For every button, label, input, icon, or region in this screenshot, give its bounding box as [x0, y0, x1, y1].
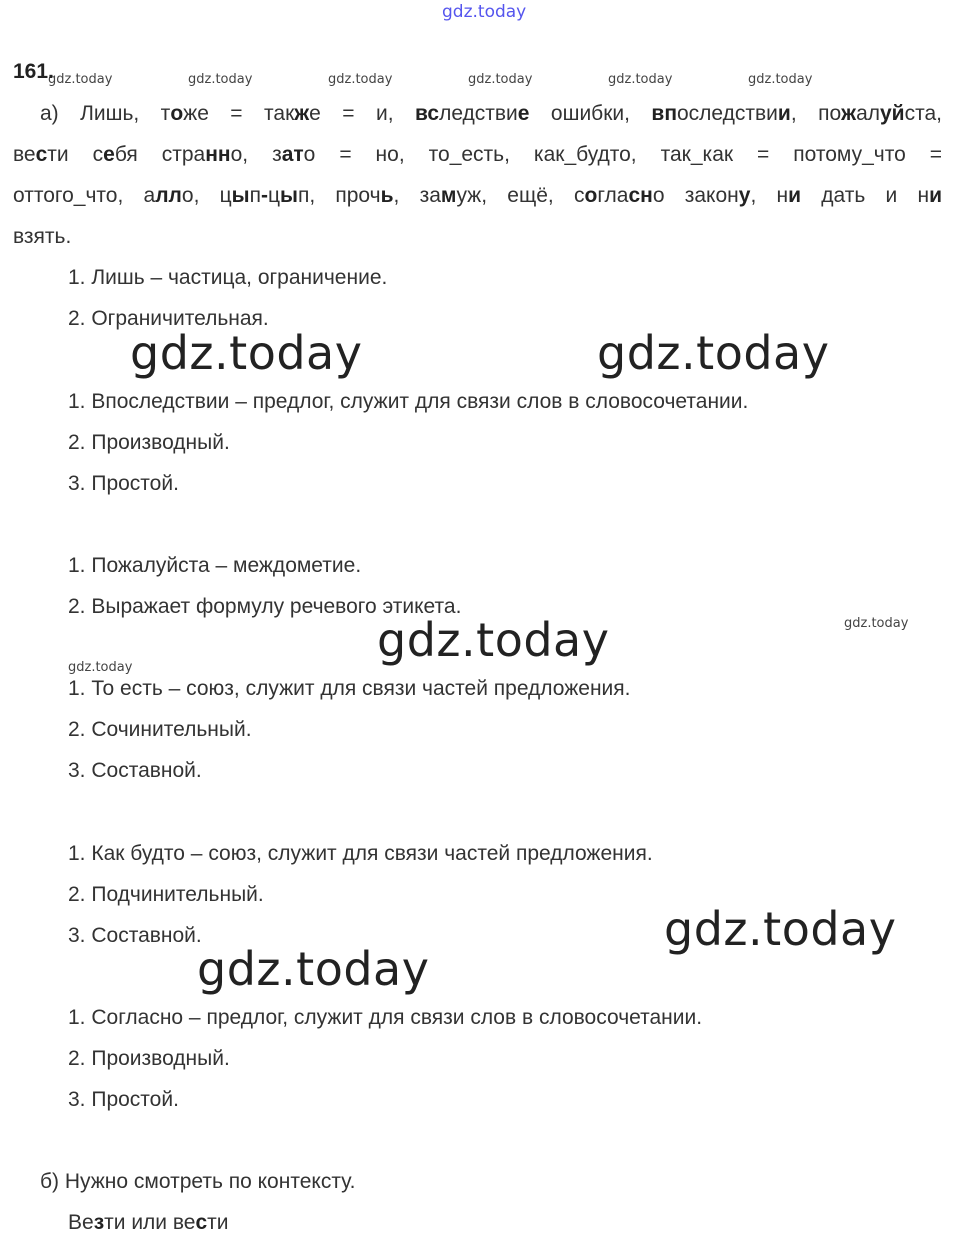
paragraph-a-line-2: вести себя странно, зато = но, то_есть, как_будто, так_как = потому_что = [13, 143, 943, 166]
watermark-small: gdz.today [68, 660, 133, 675]
watermark-small: gdz.today [844, 616, 909, 631]
watermark-small: gdz.today [468, 72, 533, 87]
analysis-line: 1. Согласно – предлог, служит для связи слов в словосочетании. [68, 1006, 703, 1029]
paragraph-b-line-2: Везти или вести [68, 1211, 229, 1234]
analysis-line: 3. Простой. [68, 472, 179, 495]
watermark-large: gdz.today [377, 613, 610, 667]
watermark-top: gdz.today [442, 2, 527, 22]
watermark-small: gdz.today [748, 72, 813, 87]
analysis-line: 2. Производный. [68, 1047, 230, 1070]
watermark-small: gdz.today [48, 72, 113, 87]
watermark-small: gdz.today [328, 72, 393, 87]
analysis-line: 2. Ограничительная. [68, 307, 269, 330]
watermark-small: gdz.today [188, 72, 253, 87]
analysis-line: 2. Выражает формулу речевого этикета. [68, 595, 462, 618]
analysis-line: 3. Составной. [68, 924, 202, 947]
watermark-large: gdz.today [664, 902, 897, 956]
analysis-line: 3. Простой. [68, 1088, 179, 1111]
watermark-small: gdz.today [608, 72, 673, 87]
analysis-line: 2. Подчинительный. [68, 883, 264, 906]
analysis-line: 1. Пожалуйста – междометие. [68, 554, 362, 577]
watermark-large: gdz.today [597, 326, 830, 380]
watermark-large: gdz.today [197, 942, 430, 996]
watermark-large: gdz.today [130, 326, 363, 380]
paragraph-a-line-4: взять. [13, 225, 72, 248]
paragraph-b: б) Нужно смотреть по контексту. [40, 1170, 356, 1193]
analysis-line: 1. Лишь – частица, ограничение. [68, 266, 388, 289]
analysis-line: 1. Впоследствии – предлог, служит для связи слов в словосочетании. [68, 390, 749, 413]
paragraph-a-line-1: а) Лишь, тоже = также = и, вследствие ошибки, впоследствии, пожалуйста, [40, 102, 942, 125]
analysis-line: 1. То есть – союз, служит для связи частей предложения. [68, 677, 631, 700]
analysis-line: 1. Как будто – союз, служит для связи частей предложения. [68, 842, 653, 865]
paragraph-a-line-3: оттого_что, алло, цып-цып, прочь, замуж, ещё, согласно закону, ни дать и ни [13, 184, 942, 207]
task-number: 161. [13, 60, 54, 83]
analysis-line: 2. Производный. [68, 431, 230, 454]
analysis-line: 2. Сочинительный. [68, 718, 252, 741]
analysis-line: 3. Составной. [68, 759, 202, 782]
